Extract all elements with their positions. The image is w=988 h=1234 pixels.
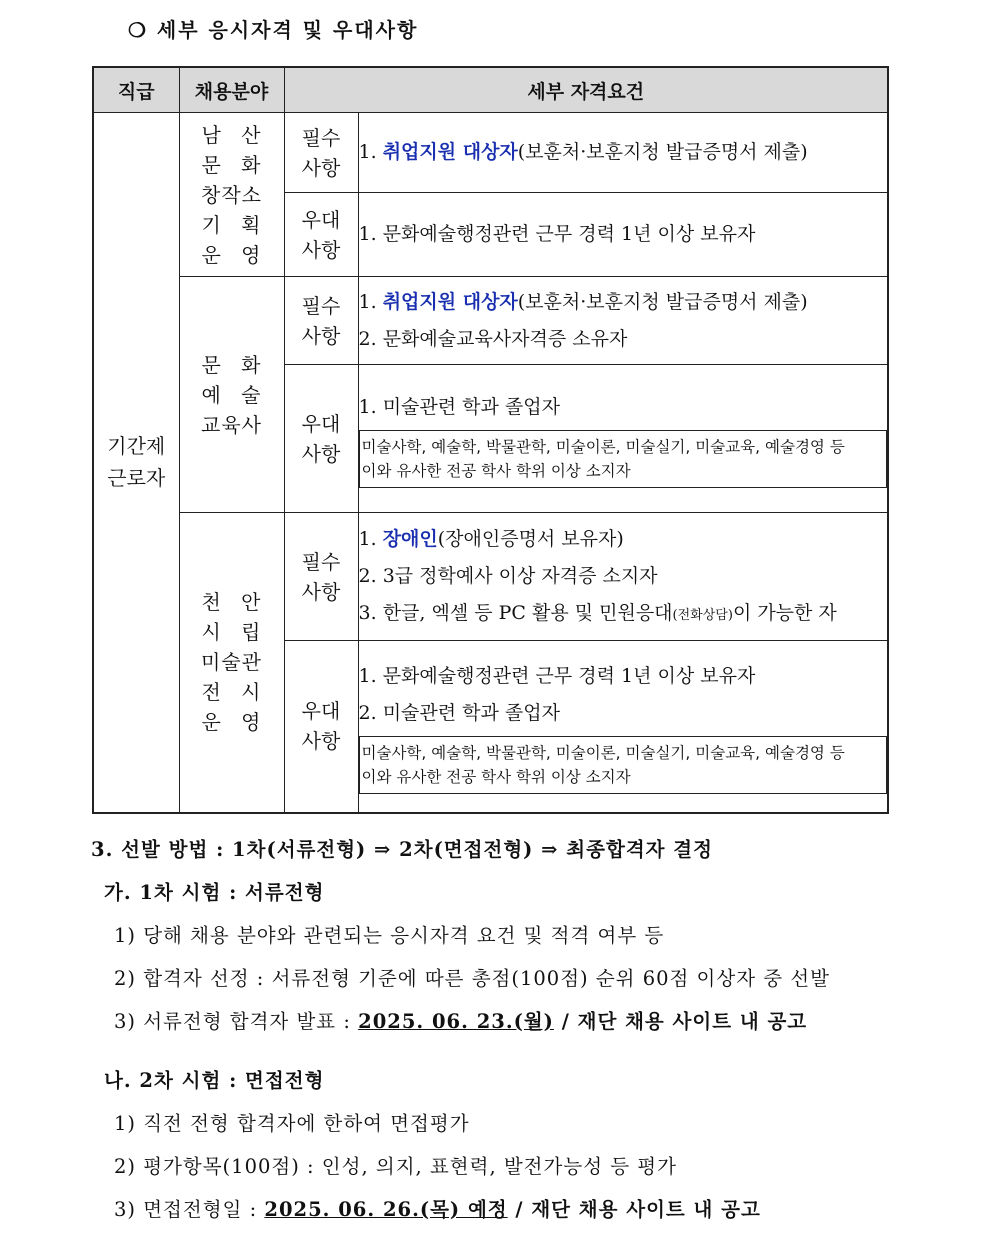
field-name-cell: 문 화 예 술 교육사 bbox=[179, 277, 284, 513]
required-details: 1. 장애인(장애인증명서 보유자) 2. 3급 정학예사 이상 자격증 소지자 3. 한글, 엑셀 등 PC 활용 및 민원응대(전화상담)이 가능한 자 bbox=[358, 513, 888, 641]
list-item: 2) 합격자 선정 : 서류전형 기준에 따른 총점(100점) 순위 60점 이상자 중 선발 bbox=[114, 967, 830, 990]
list-item: 1) 직전 전형 합격자에 한하여 면접평가 bbox=[114, 1112, 470, 1135]
required-label: 필수 사항 bbox=[284, 113, 358, 193]
subsection-a-title: 가. 1차 시험 : 서류전형 bbox=[104, 881, 325, 904]
list-item: 1) 당해 채용 분야와 관련되는 응시자격 요건 및 적격 여부 등 bbox=[114, 924, 665, 947]
required-label: 필수 사항 bbox=[284, 277, 358, 365]
required-details: 1. 취업지원 대상자(보훈처·보훈지청 발급증명서 제출) bbox=[358, 113, 888, 193]
section-3-title: 3. 선발 방법 : 1차(서류전형) ⇒ 2차(면접전형) ⇒ 최종합격자 결정 bbox=[91, 838, 713, 861]
interview-date: 2025. 06. 26.(목) 예정 bbox=[264, 1198, 508, 1221]
header-position: 직급 bbox=[93, 67, 179, 113]
field-name-cell: 천 안 시 립 미술관 전 시 운 영 bbox=[179, 513, 284, 813]
preferred-details: 1. 문화예술행정관련 근무 경력 1년 이상 보유자 bbox=[358, 193, 888, 277]
major-note-box: 미술사학, 예술학, 박물관학, 미술이론, 미술실기, 미술교육, 예술경영 등 이와 유사한 전공 학사 학위 이상 소지자 bbox=[359, 430, 888, 488]
preferred-label: 우대 사항 bbox=[284, 193, 358, 277]
table-row bbox=[93, 513, 888, 641]
major-note-box: 미술사학, 예술학, 박물관학, 미술이론, 미술실기, 미술교육, 예술경영 등 이와 유사한 전공 학사 학위 이상 소지자 bbox=[359, 736, 888, 794]
required-label: 필수 사항 bbox=[284, 513, 358, 641]
required-details: 1. 취업지원 대상자(보훈처·보훈지청 발급증명서 제출) 2. 문화예술교육사자격증 소유자 bbox=[358, 277, 888, 365]
announce-date: 2025. 06. 23.(월) bbox=[358, 1010, 554, 1033]
subsection-b-title: 나. 2차 시험 : 면접전형 bbox=[104, 1069, 325, 1092]
list-item: 2) 평가항목(100점) : 인성, 의지, 표현력, 발전가능성 등 평가 bbox=[114, 1155, 677, 1178]
table-row bbox=[93, 277, 888, 365]
header-details: 세부 자격요건 bbox=[284, 67, 888, 113]
field-name-cell: 남 산 문 화 창작소 기 획 운 영 bbox=[179, 113, 284, 277]
table-header-row bbox=[93, 67, 888, 113]
table-row bbox=[93, 113, 888, 193]
preferred-details: 1. 미술관련 학과 졸업자 미술사학, 예술학, 박물관학, 미술이론, 미술실기, 미술교육, 예술경영 등 이와 유사한 전공 학사 학위 이상 소지자 bbox=[358, 365, 888, 513]
header-field: 채용분야 bbox=[179, 67, 284, 113]
qualification-table bbox=[92, 66, 889, 814]
list-item: 3) 서류전형 합격자 발표 : 2025. 06. 23.(월) / 재단 채용 사이트 내 공고 bbox=[114, 1010, 808, 1033]
position-cell: 기간제 근로자 bbox=[93, 113, 179, 813]
preferred-details: 1. 문화예술행정관련 근무 경력 1년 이상 보유자 2. 미술관련 학과 졸업자 미술사학, 예술학, 박물관학, 미술이론, 미술실기, 미술교육, 예술경영 등 이와 유사한 전공 학사 학위 이상 소지자 bbox=[358, 641, 888, 813]
preferred-label: 우대 사항 bbox=[284, 365, 358, 513]
section-heading: ❍ 세부 응시자격 및 우대사항 bbox=[128, 18, 419, 42]
preferred-label: 우대 사항 bbox=[284, 641, 358, 813]
list-item: 3) 면접전형일 : 2025. 06. 26.(목) 예정 / 재단 채용 사이트 내 공고 bbox=[114, 1198, 761, 1221]
